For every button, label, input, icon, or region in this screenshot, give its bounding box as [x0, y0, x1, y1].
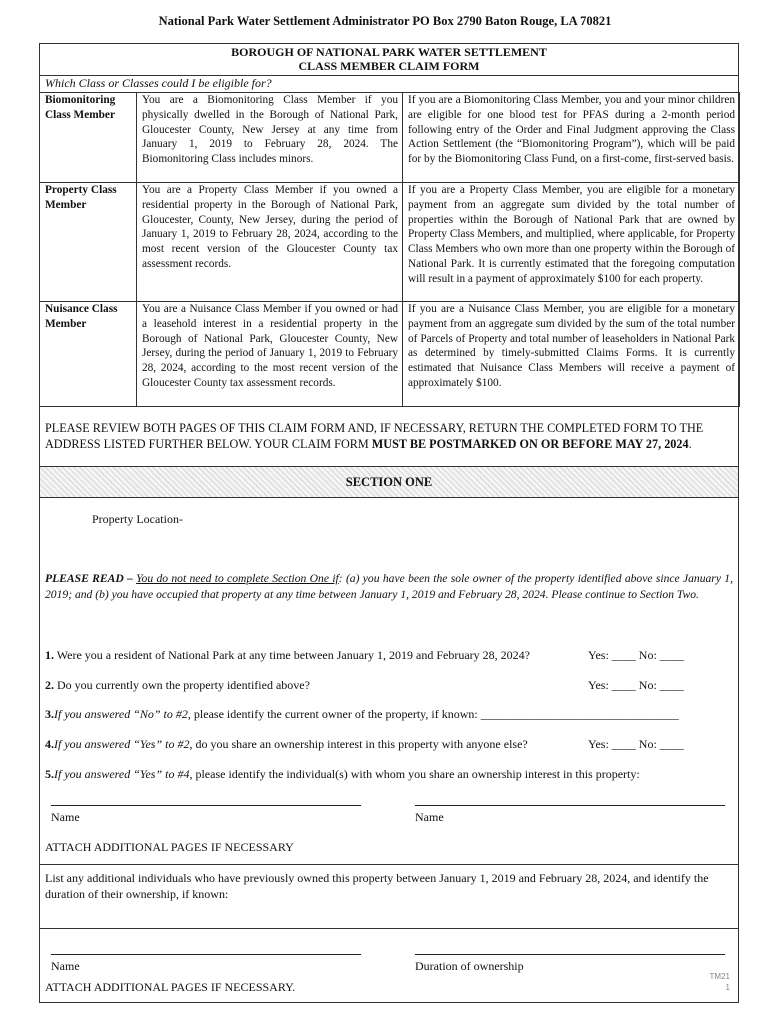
class-benefit: If you are a Property Class Member, you are eligible for a monetary payment from an aggregate sum divided by the total number of properties within the Borough of National Park that are owned by Property Class Members, and multiplied, where applicable, for Property Class Members who own more than one property within the Borough of National Park. It is currently estimated that the foregoing computation will result in a payment of approximately $100 for each property.: [403, 183, 740, 302]
question-number: 4.: [45, 737, 54, 751]
question-number: 5.: [45, 767, 54, 781]
question-text: , please identify the individual(s) with whom you share an ownership interest in this property:: [189, 767, 640, 781]
duration-label: Duration of ownership: [415, 959, 524, 973]
table-row: [40, 302, 740, 407]
question-2: [45, 678, 310, 693]
please-read-underlined: You do not need to complete Section One if: [136, 572, 339, 585]
form-header: [39, 43, 739, 76]
question-4: [45, 737, 528, 752]
name-label: Name: [51, 810, 80, 824]
review-notice: [45, 420, 735, 452]
question-condition: If you answered “Yes” to #2: [54, 737, 190, 751]
table-row: [40, 93, 740, 183]
question-condition: If you answered “No” to #2: [54, 707, 188, 721]
question-1: [45, 648, 530, 663]
co-owner-name-line-2[interactable]: [415, 805, 725, 806]
question-1-yes-no-field[interactable]: Yes: ____ No: ____: [588, 648, 684, 662]
class-benefit: If you are a Nuisance Class Member, you are eligible for a monetary payment from an aggregate sum divided by the sum of the total number of Parcels of Property and total number of leaseholders in National Park as determined by timely-submitted Claims Forms. It is currently estimated that Nuisance Class Members will receive a payment of approximately $100.: [403, 302, 740, 407]
postmark-deadline: MUST BE POSTMARKED ON OR BEFORE MAY 27, 2024: [371, 437, 689, 451]
name-label: Name: [415, 810, 444, 824]
form-header-line-2: CLASS MEMBER CLAIM FORM: [298, 59, 480, 73]
class-definition: You are a Nuisance Class Member if you owned or had a leasehold interest in a residential property in the Borough of National Park, Gloucester County, New Jersey, during the period of January 1, 2019 to February 28, 2024, according to the most recent version of the Gloucester County tax assessment records.: [137, 302, 403, 407]
question-text: Were you a resident of National Park at any time between January 1, 2019 and February 28, 2024?: [54, 648, 531, 662]
section-one-header: SECTION ONE: [40, 466, 738, 498]
attach-pages-note: ATTACH ADDITIONAL PAGES IF NECESSARY.: [45, 980, 296, 994]
table-row: [40, 183, 740, 302]
co-owner-name-line-1[interactable]: [51, 805, 361, 806]
question-text: Do you currently own the property identified above?: [54, 678, 310, 692]
class-definition: You are a Biomonitoring Class Member if you physically dwelled in the Borough of National Park, Gloucester County, New Jersey at any time from January 1, 2019 to February 28, 2024. The Biomonitoring Class includes minors.: [137, 93, 403, 183]
class-table: [39, 92, 740, 407]
question-number: 1.: [45, 648, 54, 662]
previous-owner-name-line[interactable]: [51, 954, 361, 955]
class-definition: You are a Property Class Member if you owned a residential property in the Borough of National Park, Gloucester, County, New Jersey, during the period of January 1, 2019 to February 28, 2024, according to the most recent version of the Gloucester County tax assessment records.: [137, 183, 403, 302]
question-3: [45, 707, 679, 722]
previous-owners-instruction: List any additional individuals who have previously owned this property between January 1, 2019 and February 28, 2024, and identify the duration of their ownership, if known:: [45, 871, 709, 901]
divider: [39, 928, 739, 929]
question-text: , do you share an ownership interest in this property with anyone else?: [189, 737, 528, 751]
question-number: 2.: [45, 678, 54, 692]
review-end: .: [688, 437, 692, 451]
review-text: PLEASE REVIEW BOTH PAGES OF THIS CLAIM FORM AND, IF NECESSARY, RETURN THE COMPLETED FORM TO THE ADDRESS LISTED FURTHER BELOW. YOUR CLAIM FORM: [45, 421, 704, 451]
ownership-duration-line[interactable]: [415, 954, 725, 955]
attach-pages-note: ATTACH ADDITIONAL PAGES IF NECESSARY: [45, 840, 294, 854]
please-read-rest: : (a) you have been the sole owner of the property identified above since January 1, 2019; and (b) you have occupied that property at any time between January 1, 2019 and February 28, 2024. Please continue to Section Two.: [45, 572, 733, 601]
name-label: Name: [51, 959, 80, 973]
please-read-note: [45, 571, 733, 602]
page-number: 1: [725, 983, 730, 992]
current-owner-field[interactable]: , please identify the current owner of the property, if known: _________________________________: [187, 707, 679, 721]
eligibility-question: Which Class or Classes could I be eligible for?: [45, 76, 272, 90]
class-benefit: If you are a Biomonitoring Class Member, you and your minor children are eligible for one blood test for PFAS during a 2-month period following entry of the Order and Final Judgment approving the Class Action Settlement (the “Biomonitoring Program”), which will be paid for by the Biomonitoring Class Fund, on a first-come, first-served basis.: [403, 93, 740, 183]
divider: [39, 864, 739, 865]
question-condition: If you answered “Yes” to #4: [54, 767, 190, 781]
class-label: Property Class Member: [40, 183, 137, 302]
form-header-line-1: BOROUGH OF NATIONAL PARK WATER SETTLEMENT: [231, 45, 547, 59]
form-code: TM21: [709, 972, 730, 981]
question-4-yes-no-field[interactable]: Yes: ____ No: ____: [588, 737, 684, 751]
question-2-yes-no-field[interactable]: Yes: ____ No: ____: [588, 678, 684, 692]
class-label: Nuisance Class Member: [40, 302, 137, 407]
administrator-address: National Park Water Settlement Administrator PO Box 2790 Baton Rouge, LA 70821: [158, 14, 612, 28]
class-label: Biomonitoring Class Member: [40, 93, 137, 183]
question-number: 3.: [45, 707, 54, 721]
please-read-lead: PLEASE READ –: [45, 572, 137, 585]
property-location-label: Property Location-: [92, 512, 183, 526]
question-5: [45, 767, 640, 782]
